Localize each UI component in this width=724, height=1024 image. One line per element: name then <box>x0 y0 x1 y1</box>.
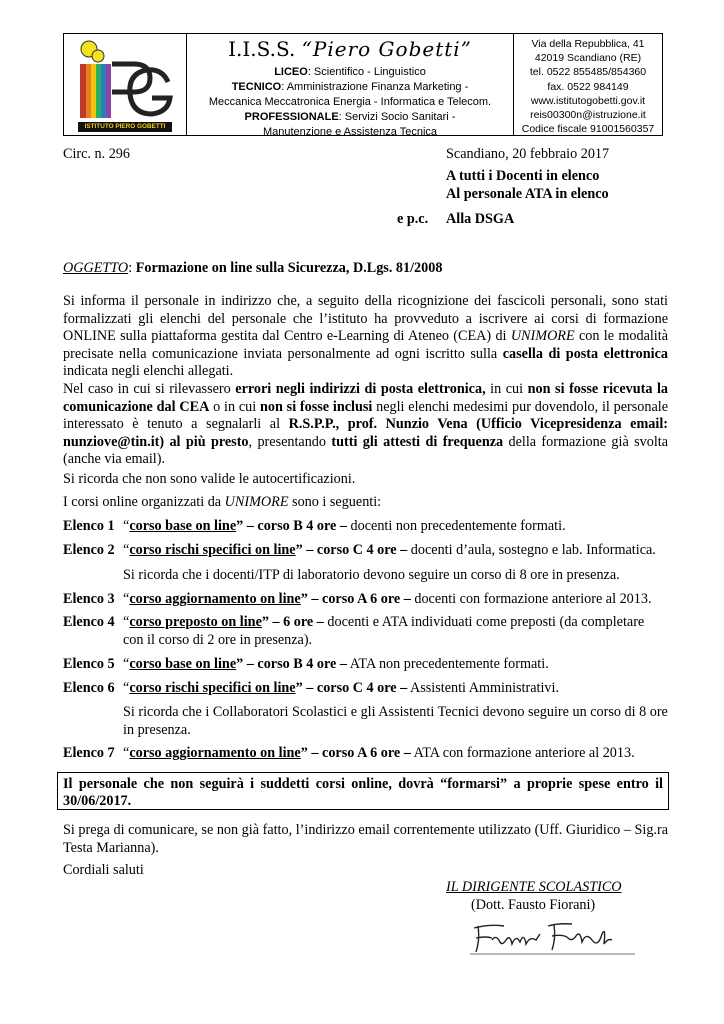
professionale-line: PROFESSIONALE: Servizi Socio Sanitari - <box>244 111 456 123</box>
address-line: Via della Repubblica, 41 <box>531 38 645 50</box>
paragraph-email-request: Si prega di comunicare, se non già fatto, l’indirizzo email correntemente utilizzato (Uff. Giuridico – Sig.ra Testa Marianna). <box>63 822 668 856</box>
fax-line: fax. 0522 984149 <box>547 80 629 93</box>
logo-caption: ISTITUTO PIERO GOBETTI <box>78 122 172 132</box>
note-laboratorio: Si ricorda che i docenti/ITP di laboratorio devono seguire un corso di 8 ore in presenza. <box>123 567 620 583</box>
school-logo <box>64 34 187 135</box>
school-logo-icon <box>72 38 178 122</box>
closing-greeting: Cordiali saluti <box>63 862 144 878</box>
school-info <box>187 34 514 138</box>
signature-image <box>470 920 640 960</box>
paragraph-intro: Si informa il personale in indirizzo che, a seguito della ricognizione dei fascicoli personali, sono stati formalizzati gli elenchi del personale che l’istituto ha provveduto a iscrivere ai corsi di formazione ONLINE sulla piattaforma gestita dal Centro e-Learning di Ateneo (CEA) di UNIMORE con le modalità precisate nella comunicazione inviata personalmente ad ogni iscritto sulla casella di posta elettronica indicata negli elenchi allegati. <box>63 293 668 379</box>
paragraph-autocert: Si ricorda che non sono valide le autocertificazioni. <box>63 471 356 487</box>
list-item: Elenco 5 “corso base on line” – corso B 4 ore – ATA non precedentemente formati. <box>63 656 549 672</box>
letterhead <box>63 33 663 136</box>
fiscal-code-line: Codice fiscale 91001560357 <box>521 123 655 136</box>
tecnico-line: TECNICO: Amministrazione Finanza Marketing - <box>231 81 469 93</box>
phone-line: tel. 0522 855485/854360 <box>529 66 647 79</box>
paragraph-courses-intro: I corsi online organizzati da UNIMORE sono i seguenti: <box>63 494 382 510</box>
website-link[interactable]: www.istitutogobetti.gov.it <box>530 94 646 107</box>
list-item: Elenco 7 “corso aggiornamento on line” – corso A 6 ore – ATA con formazione anteriore al 2013. <box>63 745 635 761</box>
city-line: 42019 Scandiano (RE) <box>534 52 642 65</box>
school-title: I.I.S.S. “Piero Gobetti” <box>228 37 472 61</box>
list-item: Elenco 4 “corso preposto on line” – 6 ore – docenti e ATA individuati come preposti (da completare con il corso di 2 ore in presenza). <box>63 614 645 648</box>
deadline-notice: Il personale che non seguirà i suddetti corsi online, dovrà “formarsi” a proprie spese entro il 30/06/2017. <box>57 772 669 810</box>
school-contacts <box>514 34 662 135</box>
circular-number: Circ. n. 296 <box>63 146 130 162</box>
signatory-title: IL DIRIGENTE SCOLASTICO <box>446 879 622 895</box>
epc-recipient: Alla DSGA <box>446 211 515 227</box>
place-date: Scandiano, 20 febbraio 2017 <box>446 146 610 162</box>
liceo-line: LICEO: Scientifico - Linguistico <box>274 66 426 78</box>
tecnico-line-2: Meccanica Meccatronica Energia - Informatica e Telecom. <box>208 96 492 108</box>
recipient-docenti: A tutti i Docenti in elenco <box>446 168 600 184</box>
subject-line: OGGETTO: Formazione on line sulla Sicurezza, D.Lgs. 81/2008 <box>63 260 443 276</box>
list-item: Elenco 3 “corso aggiornamento on line” – corso A 6 ore – docenti con formazione anteriore al 2013. <box>63 591 652 607</box>
professionale-line-2: Manutenzione e Assistenza Tecnica <box>262 126 438 138</box>
recipient-ata: Al personale ATA in elenco <box>446 186 609 202</box>
list-item: Elenco 2 “corso rischi specifici on line” – corso C 4 ore – docenti d’aula, sostegno e lab. Informatica. <box>63 542 656 558</box>
paragraph-errors: Nel caso in cui si rilevassero errori negli indirizzi di posta elettronica, in cui non si fosse ricevuta la comunicazione dal CEA o in cui non si fosse inclusi negli elenchi medesimi pur dovendolo, il personale interessato è tenuto a segnalarli al R.S.P.P., prof. Nunzio Vena (Ufficio Vicepresidenza email: nunziove@tin.it) al più presto, presentando tutti gli attesti di frequenza della formazione già svolta (anche via email). <box>63 381 669 467</box>
email-link[interactable]: reis00300n@istruzione.it <box>530 109 646 122</box>
note-collaboratori: Si ricorda che i Collaboratori Scolastici e gli Assistenti Tecnici devono seguire un corso di 8 ore in presenza. <box>123 704 668 738</box>
epc-label: e p.c. <box>397 211 429 227</box>
signatory-name: (Dott. Fausto Fiorani) <box>471 897 596 913</box>
list-item: Elenco 6 “corso rischi specifici on line” – corso C 4 ore – Assistenti Amministrativi. <box>63 680 559 696</box>
list-item: Elenco 1 “corso base on line” – corso B 4 ore – docenti non precedentemente formati. <box>63 518 566 534</box>
